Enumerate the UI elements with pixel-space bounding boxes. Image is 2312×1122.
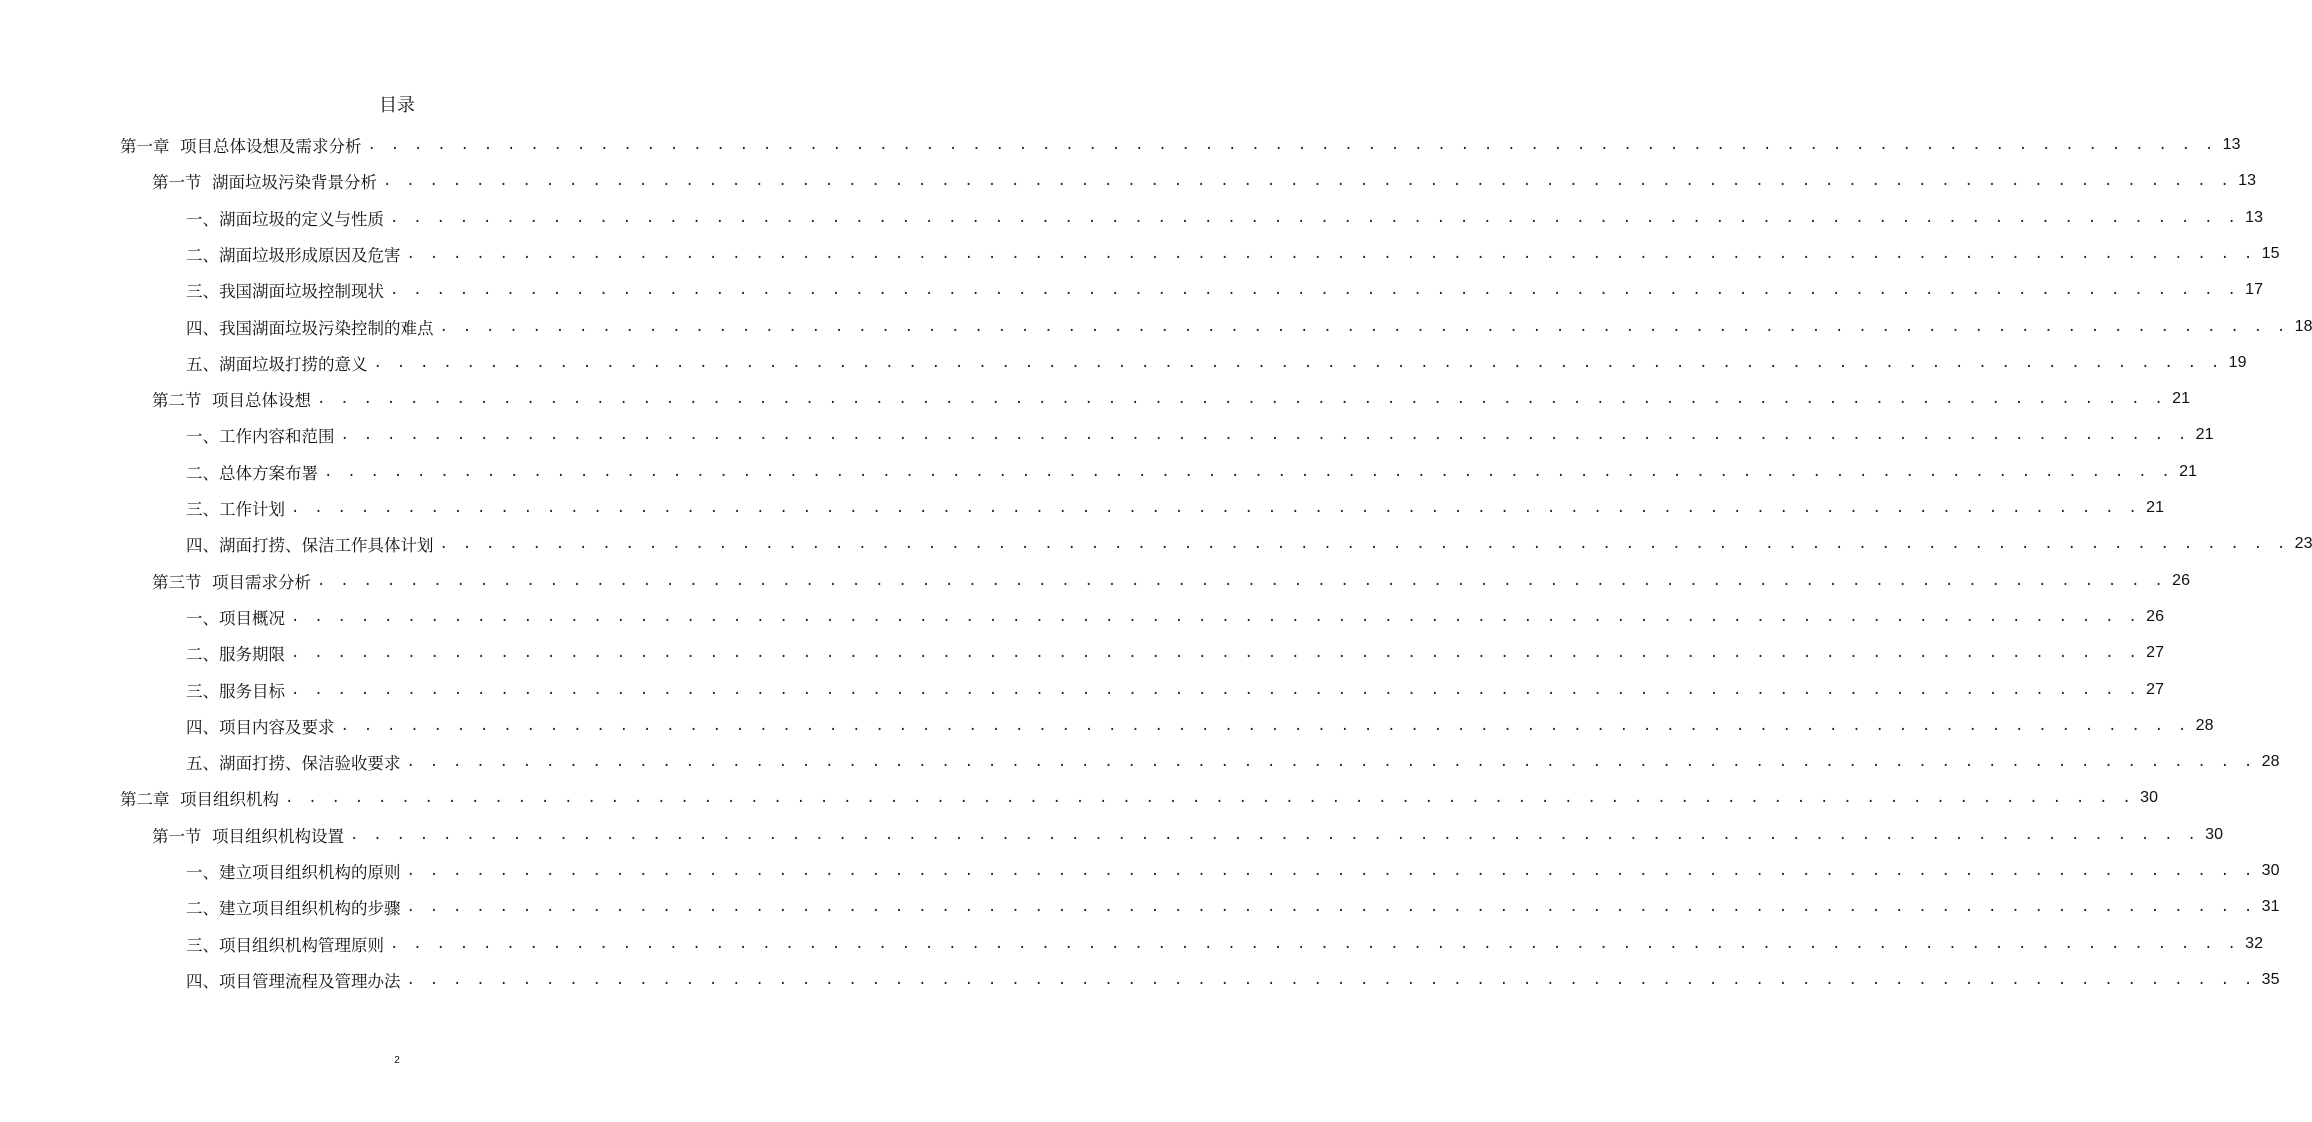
toc-entry-page: 13 — [2238, 172, 2256, 190]
toc-entry-page: 21 — [2179, 462, 2197, 480]
toc-entry-page: 35 — [2261, 970, 2280, 988]
toc-entry-label: 四、我国湖面垃圾污染控制的难点 — [186, 318, 434, 338]
toc-dot-leader: . . . . . . . . . . . . . . . . . . . . . . . . . . . . . . . . . . . . . . . . . . . . . . . . . . . . . . . . . . . . . . . . . . . . . . . . . . . . . . . . — [390, 282, 2239, 299]
toc-entry-label: 五、湖面垃圾打捞的意义 — [186, 354, 368, 374]
toc-entry-label: 第一节 湖面垃圾污染背景分析 — [152, 173, 377, 193]
toc-dot-leader: . . . . . . . . . . . . . . . . . . . . . . . . . . . . . . . . . . . . . . . . . . . . . . . . . . . . . . . . . . . . . . . . . . . . . . . . . . . . . . . . — [439, 318, 2289, 335]
toc-entry-page: 32 — [2245, 934, 2263, 952]
toc-dot-leader: . . . . . . . . . . . . . . . . . . . . . . . . . . . . . . . . . . . . . . . . . . . . . . . . . . . . . . . . . . . . . . . . . . . . . . . . . . . . . . . . — [291, 500, 2140, 516]
toc-entry-page: 21 — [2195, 426, 2214, 444]
toc-entry-page: 30 — [2261, 862, 2280, 879]
toc-entry-level-3[interactable] — [186, 672, 2164, 708]
page-number: 2 — [394, 1055, 400, 1066]
toc-entry-level-2[interactable] — [152, 817, 2223, 853]
toc-entry-page: 30 — [2140, 789, 2158, 807]
toc-entry-page: 13 — [2245, 208, 2263, 226]
toc-entry-page: 17 — [2245, 281, 2263, 299]
toc-entry-level-3[interactable] — [186, 744, 2280, 780]
page-title: 目录 — [379, 95, 415, 116]
toc-entry-level-3[interactable] — [186, 926, 2263, 962]
toc-entry-level-3[interactable] — [186, 962, 2280, 998]
toc-entry-label: 一、项目概况 — [186, 608, 285, 628]
toc-dot-leader: . . . . . . . . . . . . . . . . . . . . . . . . . . . . . . . . . . . . . . . . . . . . . . . . . . . . . . . . . . . . . . . . . . . . . . . . . . . . . . . . — [406, 245, 2256, 262]
toc-entry-level-3[interactable] — [186, 526, 2312, 562]
toc-entry-label: 三、项目组织机构管理原则 — [186, 935, 384, 955]
toc-entry-label: 第一节 项目组织机构设置 — [152, 826, 344, 846]
toc-entry-label: 二、服务期限 — [186, 645, 285, 665]
toc-entry-label: 三、我国湖面垃圾控制现状 — [186, 282, 384, 302]
toc-entry-page: 21 — [2146, 499, 2164, 516]
toc-entry-label: 第三节 项目需求分析 — [152, 572, 311, 592]
toc-entry-level-1[interactable] — [120, 127, 2241, 163]
toc-dot-leader: . . . . . . . . . . . . . . . . . . . . . . . . . . . . . . . . . . . . . . . . . . . . . . . . . . . . . . . . . . . . . . . . . . . . . . . . . . . . . . . . — [317, 572, 2166, 589]
toc-entry-label: 第二章 项目组织机构 — [120, 790, 279, 810]
toc-entry-level-3[interactable] — [186, 236, 2280, 272]
toc-dot-leader: . . . . . . . . . . . . . . . . . . . . . . . . . . . . . . . . . . . . . . . . . . . . . . . . . . . . . . . . . . . . . . . . . . . . . . . . . . . . . . . . — [291, 681, 2140, 698]
toc-entry-page: 31 — [2261, 898, 2280, 916]
toc-entry-label: 一、建立项目组织机构的原则 — [186, 863, 401, 882]
toc-entry-level-3[interactable] — [186, 599, 2164, 635]
toc-entry-level-1[interactable] — [120, 780, 2158, 816]
toc-entry-level-3[interactable] — [186, 345, 2247, 381]
toc-dot-leader: . . . . . . . . . . . . . . . . . . . . . . . . . . . . . . . . . . . . . . . . . . . . . . . . . . . . . . . . . . . . . . . . . . . . . . . . . . . . . . . . — [383, 173, 2232, 190]
toc-dot-leader: . . . . . . . . . . . . . . . . . . . . . . . . . . . . . . . . . . . . . . . . . . . . . . . . . . . . . . . . . . . . . . . . . . . . . . . . . . . . . . . . — [291, 645, 2140, 662]
toc-entry-level-2[interactable] — [152, 163, 2256, 199]
toc-entry-label: 一、湖面垃圾的定义与性质 — [186, 209, 384, 229]
toc-entry-page: 13 — [2222, 136, 2241, 153]
toc-entry-level-3[interactable] — [186, 889, 2280, 925]
toc-entry-page: 26 — [2172, 571, 2190, 589]
toc-entry-label: 第二节 项目总体设想 — [152, 391, 311, 411]
toc-entry-level-3[interactable] — [186, 454, 2197, 490]
toc-entry-level-3[interactable] — [186, 708, 2214, 744]
toc-entry-page: 21 — [2172, 390, 2190, 408]
toc-dot-leader: . . . . . . . . . . . . . . . . . . . . . . . . . . . . . . . . . . . . . . . . . . . . . . . . . . . . . . . . . . . . . . . . . . . . . . . . . . . . . . . . — [340, 427, 2190, 444]
toc-entry-page: 15 — [2261, 244, 2280, 262]
toc-entry-page: 18 — [2294, 317, 2312, 335]
toc-entry-level-3[interactable] — [186, 272, 2263, 308]
toc-entry-level-3[interactable] — [186, 417, 2214, 453]
toc-dot-leader: . . . . . . . . . . . . . . . . . . . . . . . . . . . . . . . . . . . . . . . . . . . . . . . . . . . . . . . . . . . . . . . . . . . . . . . . . . . . . . . . — [406, 754, 2256, 771]
toc-dot-leader: . . . . . . . . . . . . . . . . . . . . . . . . . . . . . . . . . . . . . . . . . . . . . . . . . . . . . . . . . . . . . . . . . . . . . . . . . . . . . . . . — [390, 209, 2239, 226]
toc-entry-page: 19 — [2228, 353, 2247, 371]
toc-entry-page: 30 — [2205, 825, 2223, 843]
toc-dot-leader: . . . . . . . . . . . . . . . . . . . . . . . . . . . . . . . . . . . . . . . . . . . . . . . . . . . . . . . . . . . . . . . . . . . . . . . . . . . . . . . . — [439, 536, 2289, 553]
toc-dot-leader: . . . . . . . . . . . . . . . . . . . . . . . . . . . . . . . . . . . . . . . . . . . . . . . . . . . . . . . . . . . . . . . . . . . . . . . . . . . . . . . . — [406, 899, 2256, 916]
toc-dot-leader: . . . . . . . . . . . . . . . . . . . . . . . . . . . . . . . . . . . . . . . . . . . . . . . . . . . . . . . . . . . . . . . . . . . . . . . . . . . . . . . . — [340, 717, 2190, 734]
toc-entry-label: 四、项目内容及要求 — [186, 717, 335, 737]
toc-entry-label: 三、服务目标 — [186, 681, 285, 701]
toc-entry-label: 二、湖面垃圾形成原因及危害 — [186, 245, 401, 265]
toc-dot-leader: . . . . . . . . . . . . . . . . . . . . . . . . . . . . . . . . . . . . . . . . . . . . . . . . . . . . . . . . . . . . . . . . . . . . . . . . . . . . . . . . — [390, 935, 2239, 952]
toc-entry-label: 四、项目管理流程及管理办法 — [186, 971, 401, 991]
toc-entry-level-2[interactable] — [152, 563, 2190, 599]
toc-entry-level-3[interactable] — [186, 853, 2280, 889]
toc-entry-page: 23 — [2294, 535, 2312, 553]
toc-entry-label: 三、工作计划 — [186, 500, 285, 519]
toc-dot-leader: . . . . . . . . . . . . . . . . . . . . . . . . . . . . . . . . . . . . . . . . . . . . . . . . . . . . . . . . . . . . . . . . . . . . . . . . . . . . . . . . — [406, 863, 2256, 879]
toc-entry-label: 第一章 项目总体设想及需求分析 — [120, 137, 362, 156]
toc-dot-leader: . . . . . . . . . . . . . . . . . . . . . . . . . . . . . . . . . . . . . . . . . . . . . . . . . . . . . . . . . . . . . . . . . . . . . . . . . . . . . . . . — [324, 463, 2173, 480]
toc-entry-label: 一、工作内容和范围 — [186, 427, 335, 447]
toc-entry-page: 28 — [2195, 716, 2214, 734]
toc-entry-level-2[interactable] — [152, 381, 2190, 417]
toc-dot-leader: . . . . . . . . . . . . . . . . . . . . . . . . . . . . . . . . . . . . . . . . . . . . . . . . . . . . . . . . . . . . . . . . . . . . . . . . . . . . . . . . — [350, 826, 2199, 843]
toc-dot-leader: . . . . . . . . . . . . . . . . . . . . . . . . . . . . . . . . . . . . . . . . . . . . . . . . . . . . . . . . . . . . . . . . . . . . . . . . . . . . . . . . — [406, 971, 2256, 988]
toc-entry-page: 28 — [2261, 753, 2280, 771]
toc-dot-leader: . . . . . . . . . . . . . . . . . . . . . . . . . . . . . . . . . . . . . . . . . . . . . . . . . . . . . . . . . . . . . . . . . . . . . . . . . . . . . . . . — [367, 137, 2217, 153]
toc-entry-page: 26 — [2146, 607, 2164, 625]
toc-entry-label: 五、湖面打捞、保洁验收要求 — [186, 754, 401, 774]
toc-entry-label: 二、建立项目组织机构的步骤 — [186, 899, 401, 919]
toc-entry-level-3[interactable] — [186, 200, 2263, 236]
toc-entry-page: 27 — [2146, 680, 2164, 698]
toc-entry-level-3[interactable] — [186, 490, 2164, 526]
toc-entry-label: 四、湖面打捞、保洁工作具体计划 — [186, 536, 434, 556]
toc-dot-leader: . . . . . . . . . . . . . . . . . . . . . . . . . . . . . . . . . . . . . . . . . . . . . . . . . . . . . . . . . . . . . . . . . . . . . . . . . . . . . . . . — [317, 391, 2166, 408]
toc-dot-leader: . . . . . . . . . . . . . . . . . . . . . . . . . . . . . . . . . . . . . . . . . . . . . . . . . . . . . . . . . . . . . . . . . . . . . . . . . . . . . . . . — [291, 608, 2140, 625]
toc-dot-leader: . . . . . . . . . . . . . . . . . . . . . . . . . . . . . . . . . . . . . . . . . . . . . . . . . . . . . . . . . . . . . . . . . . . . . . . . . . . . . . . . — [285, 790, 2134, 807]
toc-entry-level-3[interactable] — [186, 309, 2312, 345]
toc-entry-label: 二、总体方案布署 — [186, 463, 318, 483]
toc-entry-level-3[interactable] — [186, 635, 2164, 671]
toc-dot-leader: . . . . . . . . . . . . . . . . . . . . . . . . . . . . . . . . . . . . . . . . . . . . . . . . . . . . . . . . . . . . . . . . . . . . . . . . . . . . . . . . — [373, 354, 2223, 371]
toc-entry-page: 27 — [2146, 644, 2164, 662]
